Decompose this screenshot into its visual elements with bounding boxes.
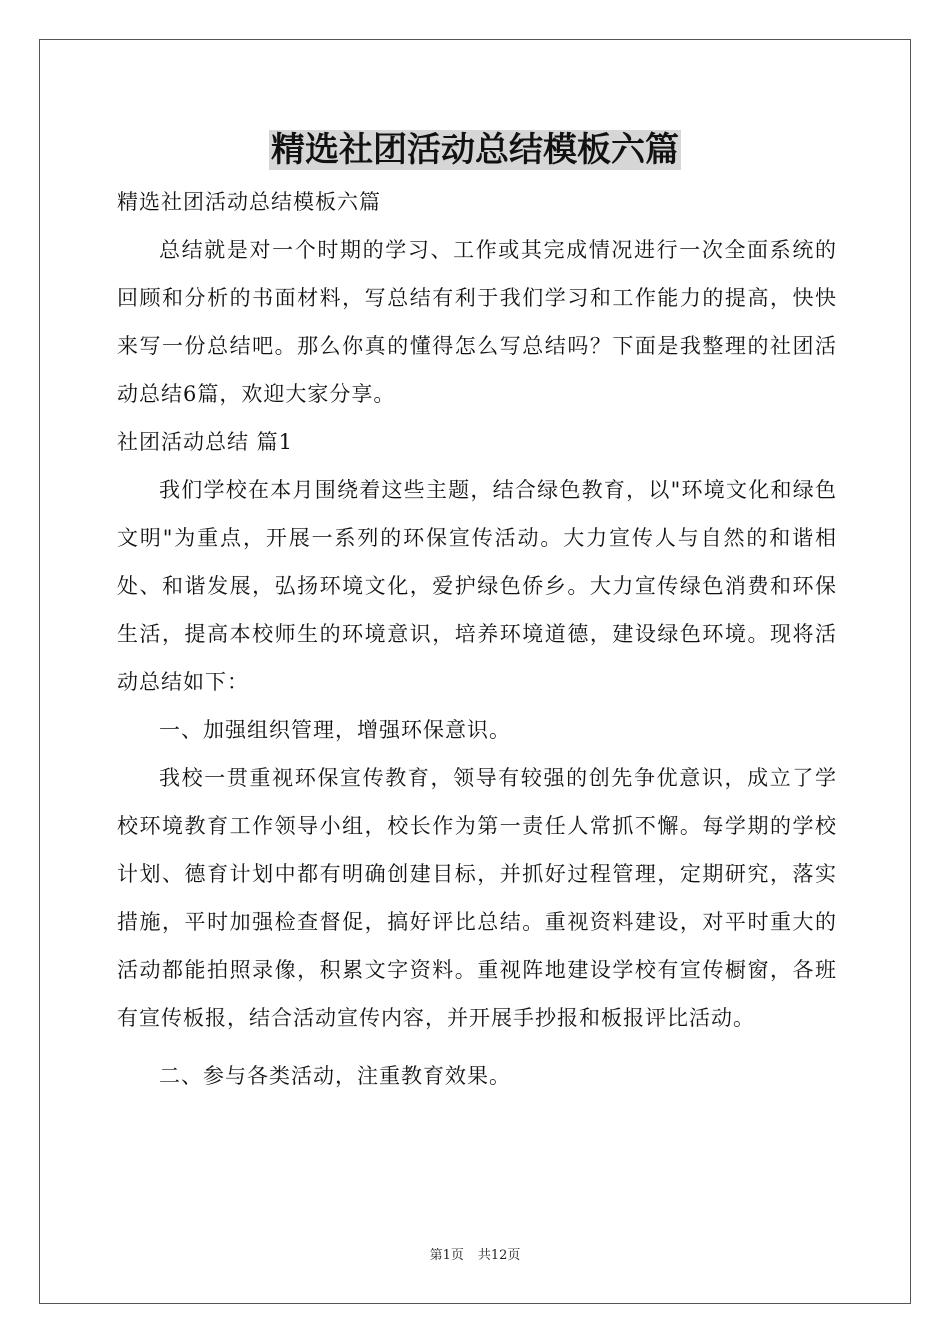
subheading-1: 一、加强组织管理，增强环保意识。 — [159, 718, 511, 742]
paragraph-intro: 总结就是对一个时期的学习、工作或其完成情况进行一次全面系统的回顾和分析的书面材料，写总结有利于我们学习和工作能力的提高，快快来写一份总结吧。那么你真的懂得怎么写总结吗？下面是我整理的社团活动总结6篇，欢迎大家分享。 — [117, 238, 837, 406]
paragraph-heading: 精选社团活动总结模板六篇 — [117, 190, 381, 214]
paragraph-section1-intro: 我们学校在本月围绕着这些主题，结合绿色教育，以"环境文化和绿色文明"为重点，开展一系列的环保宣传活动。大力宣传人与自然的和谐相处、和谐发展，弘扬环境文化，爱护绿色侨乡。大力宣传绿色消费和环保生活，提高本校师生的环境意识，培养环境道德，建设绿色环境。现将活动总结如下： — [117, 478, 837, 694]
section-heading-1: 社团活动总结 篇1 — [117, 430, 294, 454]
document-body — [117, 178, 837, 1100]
paragraph-management: 我校一贯重视环保宣传教育，领导有较强的创先争优意识，成立了学校环境教育工作领导小组，校长作为第一责任人常抓不懈。每学期的学校计划、德育计划中都有明确创建目标，并抓好过程管理，定期研究，落实措施，平时加强检查督促，搞好评比总结。重视资料建设，对平时重大的活动都能拍照录像，积累文字资料。重视阵地建设学校有宣传橱窗，各班有宣传板报，结合活动宣传内容，并开展手抄报和板报评比活动。 — [117, 766, 837, 1030]
document-title — [0, 127, 950, 173]
page-number-current: 第1页 — [429, 1248, 464, 1263]
subheading-2: 二、参与各类活动，注重教育效果。 — [159, 1064, 511, 1088]
page-footer — [0, 1247, 950, 1265]
document-title-text: 精选社团活动总结模板六篇 — [271, 130, 679, 170]
page-number-total: 共12页 — [477, 1248, 521, 1263]
